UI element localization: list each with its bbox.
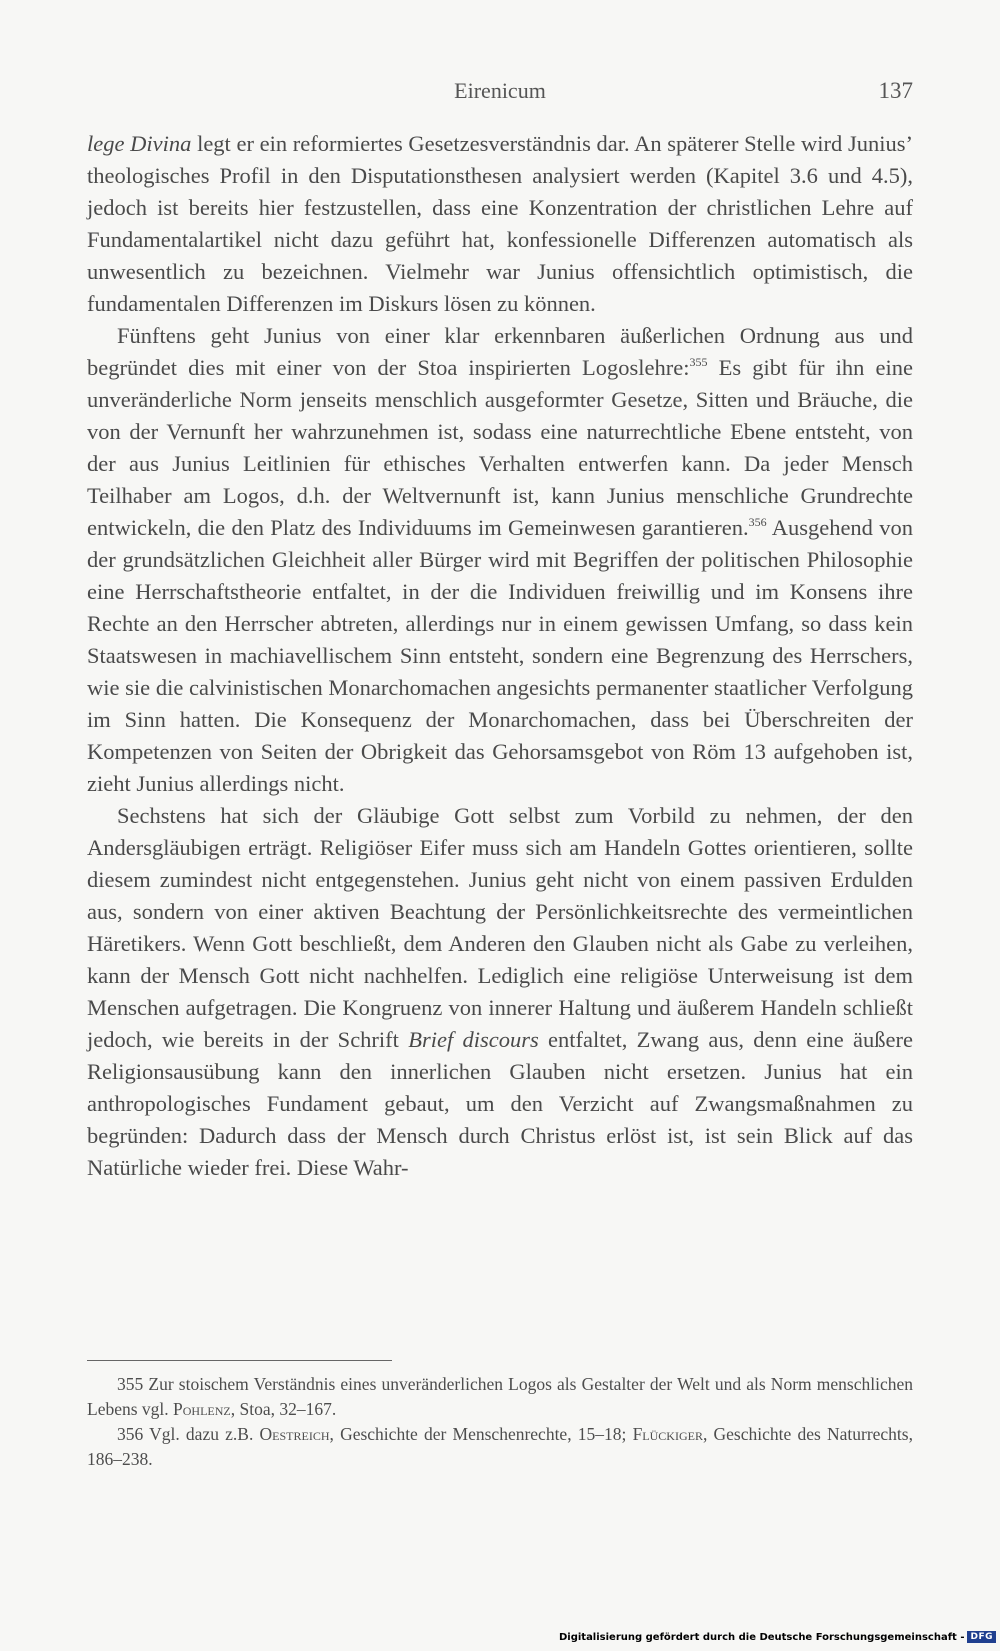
running-head: [87, 78, 913, 108]
text-run: entfaltet, Zwang aus, denn eine äußere Religionsausübung kann den innerlichen Glauben nicht ersetzen. Junius hat ein anthropologisches Fundament gebaut, um den Verzicht auf Zwangsmaßnahmen zu begründen: Dadurch dass der Mensch durch Christus erlöst ist, ist sein Blick auf das Natürliche wieder frei. Diese Wahr-: [87, 1027, 914, 1180]
running-title: Eirenicum: [454, 78, 546, 103]
text-run: legt er ein reformiertes Gesetzesverständnis dar. An späterer Stelle wird Junius’ theologisches Profil in den Disputationsthesen analysiert werden (Kapitel 3.6 und 4.5), jedoch ist bereits hier festzustellen, dass eine Konzentration der christlichen Lehre auf Fundamentalartikel nicht dazu geführt hat, konfessionelle Differenzen automatisch als unwesentlich zu bezeichnen. Vielmehr war Junius offensichtlich optimistisch, die fundamentalen Differenzen im Diskurs lösen zu können.: [87, 131, 913, 316]
italic-text: Brief discours: [408, 1027, 539, 1052]
funding-notice: [559, 1629, 996, 1645]
paragraph: [87, 320, 913, 800]
author-name: Flückiger: [632, 1424, 703, 1444]
text-run: Ausgehend von der grundsätzlichen Gleichheit aller Bürger wird mit Begriffen der politischen Philosophie eine Herrschaftstheorie entfaltet, in der die Individuen freiwillig und im Konsens ihre Rechte an den Herrscher abtreten, allerdings nur in einem gewissen Umfang, so dass kein Staatswesen in machiavellischem Sinn entsteht, sondern eine Begrenzung des Herrschers, wie sie die calvinistischen Monarchomachen angesichts permanenter staatlicher Verfolgung im Sinn hatten. Die Konsequenz der Monarchomachen, dass bei Überschreiten der Kompetenzen von Seiten der Obrigkeit das Gehorsamsgebot von Röm 13 aufgehoben ist, zieht Junius allerdings nicht.: [87, 515, 913, 796]
footnotes: [87, 1372, 913, 1472]
page-number: 137: [878, 78, 913, 103]
text-run: 355 Zur stoischem Verständnis eines unveränderlichen Logos als Gestalter der Welt und als Norm menschlichen Lebens vgl.: [87, 1374, 913, 1419]
text-run: , Geschichte des Naturrechts, 186–238.: [87, 1424, 913, 1469]
author-name: Oestreich: [259, 1424, 330, 1444]
paragraph: [87, 128, 913, 320]
paragraph: [87, 800, 913, 1184]
dfg-logo: DFG: [967, 1631, 996, 1643]
footnote: [87, 1422, 913, 1472]
text-run: 356 Vgl. dazu z.B.: [117, 1424, 260, 1444]
italic-text: lege Divina: [87, 131, 192, 156]
text-run: , Geschichte der Menschenrechte, 15–18;: [329, 1424, 633, 1444]
text-run: , Stoa, 32–167.: [230, 1399, 337, 1419]
body-text: [87, 128, 913, 1184]
funding-notice-text: Digitalisierung gefördert durch die Deutsche Forschungsgemeinschaft -: [558, 1631, 965, 1643]
footnote-divider: [87, 1360, 392, 1361]
footnote-reference: 356: [748, 515, 767, 529]
text-run: Sechstens hat sich der Gläubige Gott selbst zum Vorbild zu nehmen, der den Andersgläubigen erträgt. Religiöser Eifer muss sich am Handeln Gottes orientieren, sollte diesem zumindest nicht entgegenstehen. Junius geht nicht von einem passiven Erdulden aus, sondern von einer aktiven Beachtung der Persönlichkeitsrechte des vermeintlichen Häretikers. Wenn Gott beschließt, dem Anderen den Glauben nicht als Gabe zu verleihen, kann der Mensch Gott nicht nachhelfen. Lediglich eine religiöse Unterweisung ist dem Menschen aufgetragen. Die Kongruenz von innerer Haltung und äußerem Handeln schließt jedoch, wie bereits in der Schrift: [87, 803, 913, 1052]
text-run: Fünftens geht Junius von einer klar erkennbaren äußerlichen Ordnung aus und begründet dies mit einer von der Stoa inspirierten Logoslehre:: [87, 323, 913, 380]
text-run: Es gibt für ihn eine unveränderliche Norm jenseits menschlich ausgeformter Gesetze, Sitten und Bräuche, die von der Vernunft her wahrzunehmen ist, sodass eine naturrechtliche Ebene entsteht, von der aus Junius Leitlinien für ethisches Verhalten entwerfen kann. Da jeder Mensch Teilhaber am Logos, d.h. der Weltvernunft ist, kann Junius menschliche Grundrechte entwickeln, die den Platz des Individuums im Gemeinwesen garantieren.: [87, 355, 913, 540]
footnote: [87, 1372, 913, 1422]
footnote-reference: 355: [689, 355, 708, 369]
author-name: Pohlenz: [173, 1399, 231, 1419]
